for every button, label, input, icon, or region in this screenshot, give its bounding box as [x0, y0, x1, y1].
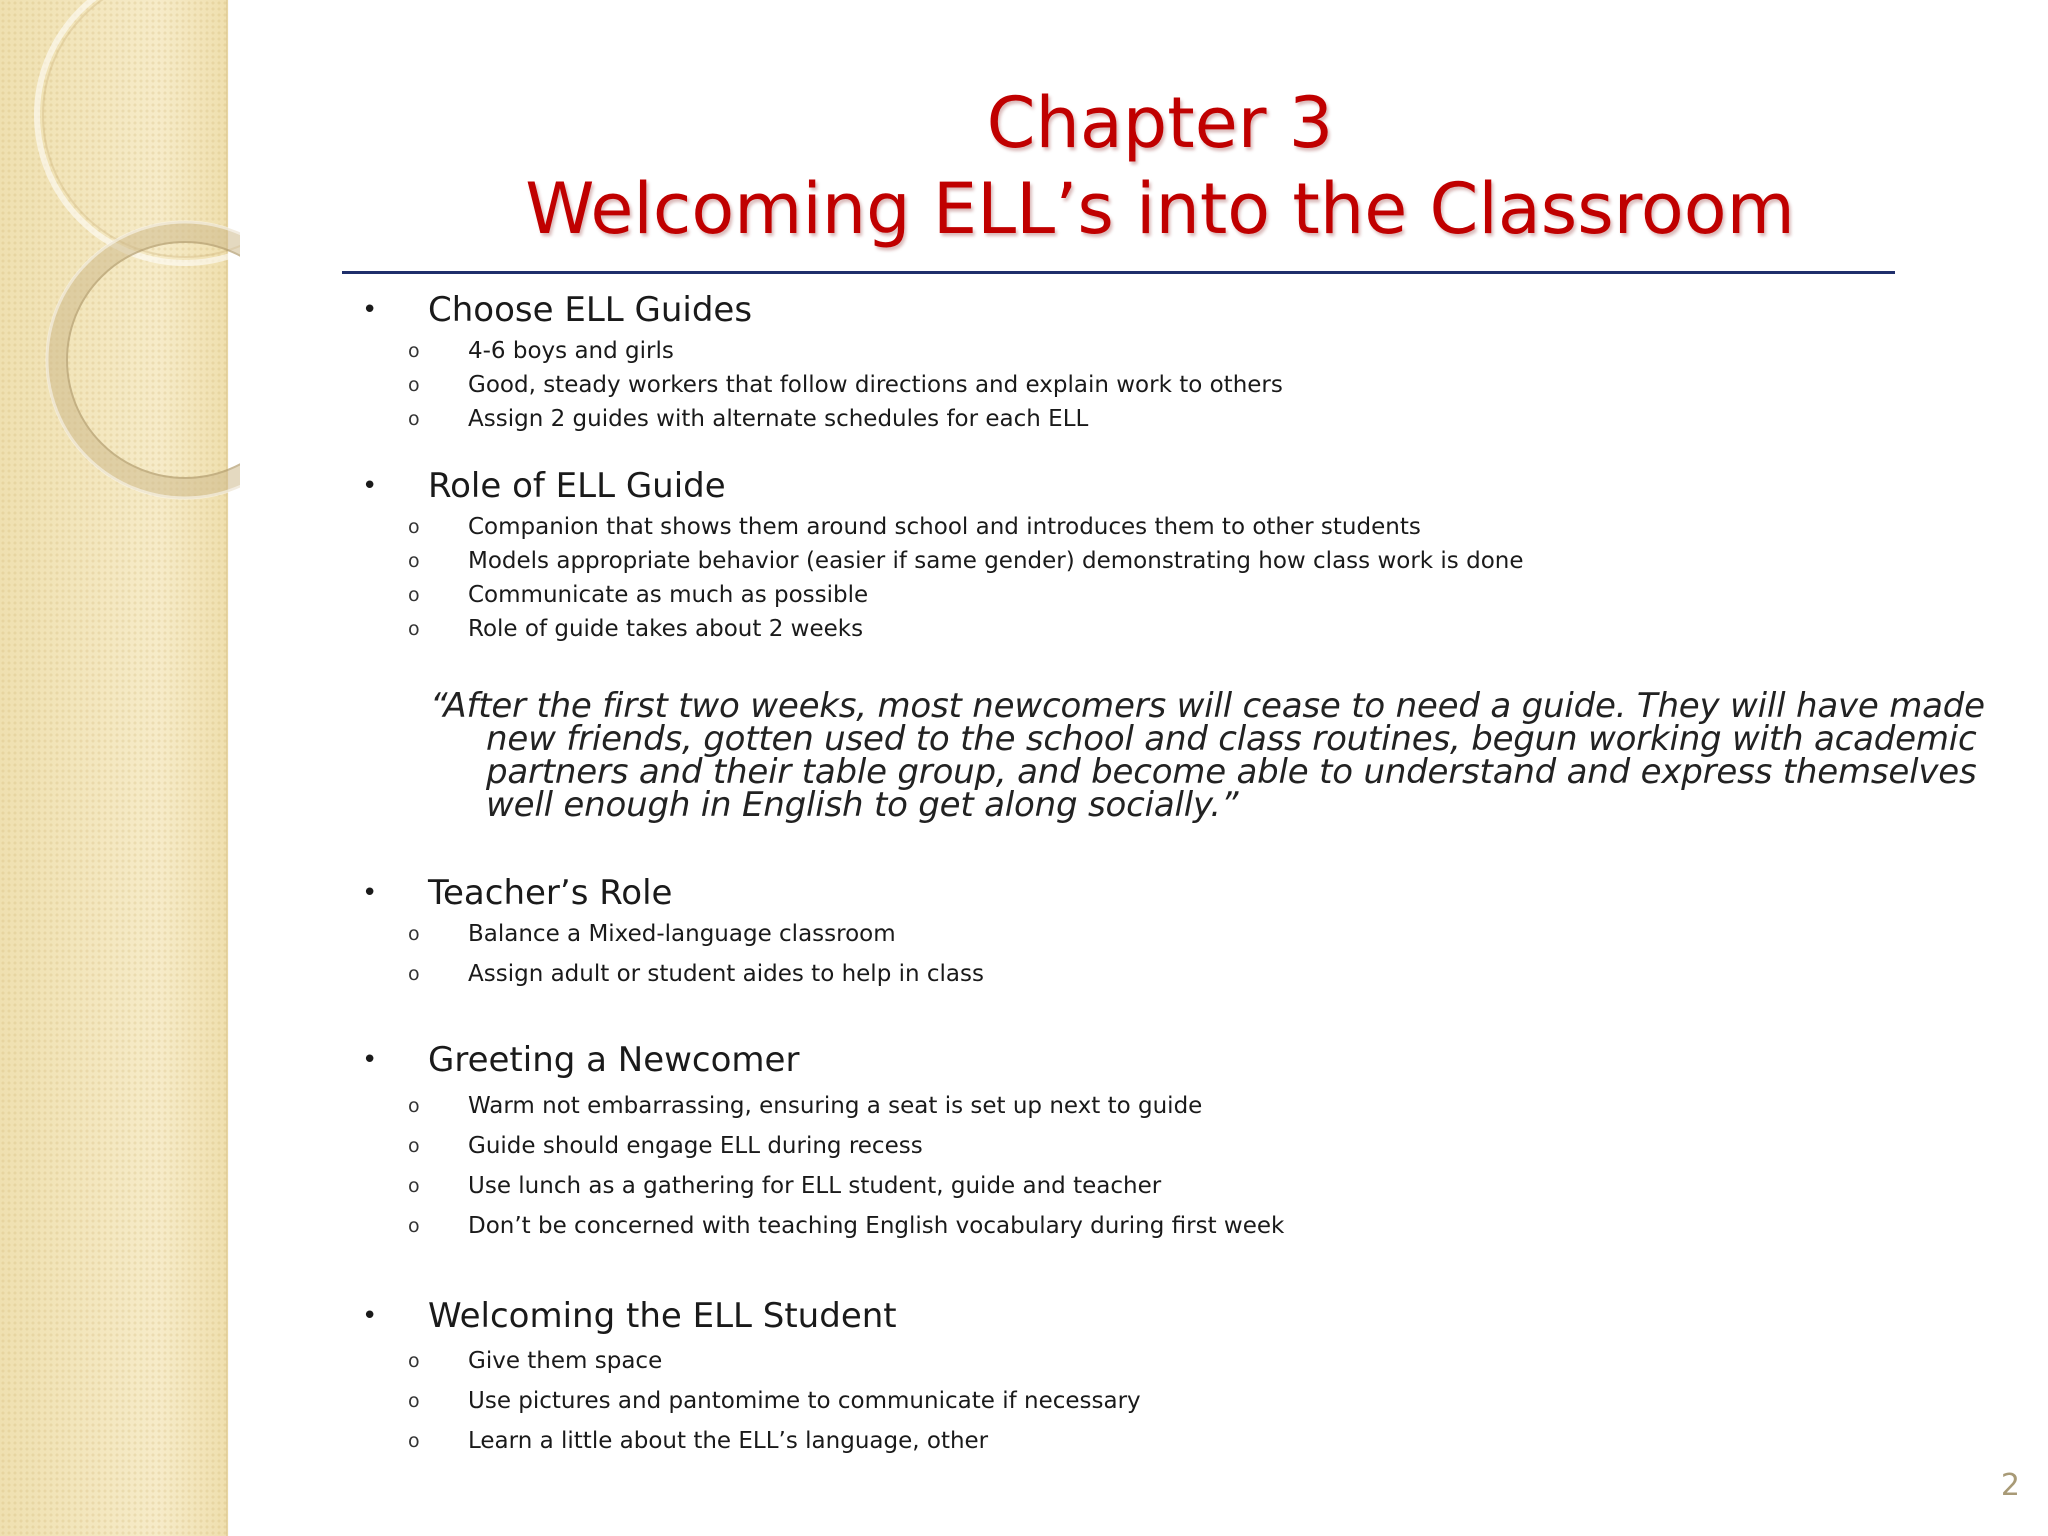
- sub-bullet-marker: o: [408, 1430, 420, 1452]
- sub-bullet-marker: o: [408, 1175, 420, 1197]
- section-bullet: •: [362, 878, 378, 908]
- sub-bullet-marker: o: [408, 1390, 420, 1412]
- sub-item: Learn a little about the ELL’s language, other: [468, 1428, 989, 1454]
- sub-bullet-marker: o: [408, 340, 420, 362]
- section-bullet: •: [362, 1045, 378, 1075]
- sub-item: Good, steady workers that follow directions and explain work to others: [468, 372, 1283, 398]
- section-heading: Choose ELL Guides: [428, 290, 753, 330]
- section-heading: Teacher’s Role: [428, 873, 673, 913]
- sub-item: Companion that shows them around school and introduces them to other students: [468, 514, 1421, 540]
- decorative-rings: [0, 0, 240, 520]
- sub-item: Models appropriate behavior (easier if same gender) demonstrating how class work is done: [468, 548, 1524, 574]
- sub-item: Assign adult or student aides to help in class: [468, 961, 984, 987]
- sub-item: Role of guide takes about 2 weeks: [468, 616, 864, 642]
- sub-bullet-marker: o: [408, 374, 420, 396]
- slide-title: [300, 80, 2020, 252]
- sub-item: Communicate as much as possible: [468, 582, 869, 608]
- sub-item: Balance a Mixed-language classroom: [468, 921, 896, 947]
- title-divider: [342, 271, 1895, 274]
- section-bullet: •: [362, 471, 378, 501]
- sub-item: Give them space: [468, 1348, 663, 1374]
- sub-bullet-marker: o: [408, 1215, 420, 1237]
- sub-bullet-marker: o: [408, 550, 420, 572]
- section-heading: Greeting a Newcomer: [428, 1040, 800, 1080]
- guide-quote: “After the first two weeks, most newcomers will cease to need a guide. They will have made new friends, gotten used to the school and class routines, begun working with academic partners and their table group, and become able to understand and express themselves well enough in English to get along socially.”: [430, 686, 1985, 825]
- sub-bullet-marker: o: [408, 923, 420, 945]
- title-line-2: Welcoming ELL’s into the Classroom: [525, 168, 1795, 250]
- sub-item: Warm not embarrassing, ensuring a seat is set up next to guide: [468, 1093, 1203, 1119]
- sub-bullet-marker: o: [408, 963, 420, 985]
- sub-item: Assign 2 guides with alternate schedules for each ELL: [468, 406, 1089, 432]
- section-heading: Welcoming the ELL Student: [428, 1296, 897, 1336]
- sub-item: Use pictures and pantomime to communicate if necessary: [468, 1388, 1141, 1414]
- sub-bullet-marker: o: [408, 1350, 420, 1372]
- sub-bullet-marker: o: [408, 584, 420, 606]
- section-bullet: •: [362, 1301, 378, 1331]
- sub-item: 4-6 boys and girls: [468, 338, 674, 364]
- sub-bullet-marker: o: [408, 408, 420, 430]
- sub-item: Guide should engage ELL during recess: [468, 1133, 923, 1159]
- section-bullet: •: [362, 295, 378, 325]
- title-line-1: Chapter 3: [986, 82, 1334, 164]
- sub-item: Don’t be concerned with teaching English vocabulary during first week: [468, 1213, 1285, 1239]
- sub-bullet-marker: o: [408, 1095, 420, 1117]
- sub-bullet-marker: o: [408, 1135, 420, 1157]
- sub-bullet-marker: o: [408, 618, 420, 640]
- sub-item: Use lunch as a gathering for ELL student, guide and teacher: [468, 1173, 1162, 1199]
- section-heading: Role of ELL Guide: [428, 466, 726, 506]
- page-number: 2: [2000, 1468, 2020, 1503]
- sub-bullet-marker: o: [408, 516, 420, 538]
